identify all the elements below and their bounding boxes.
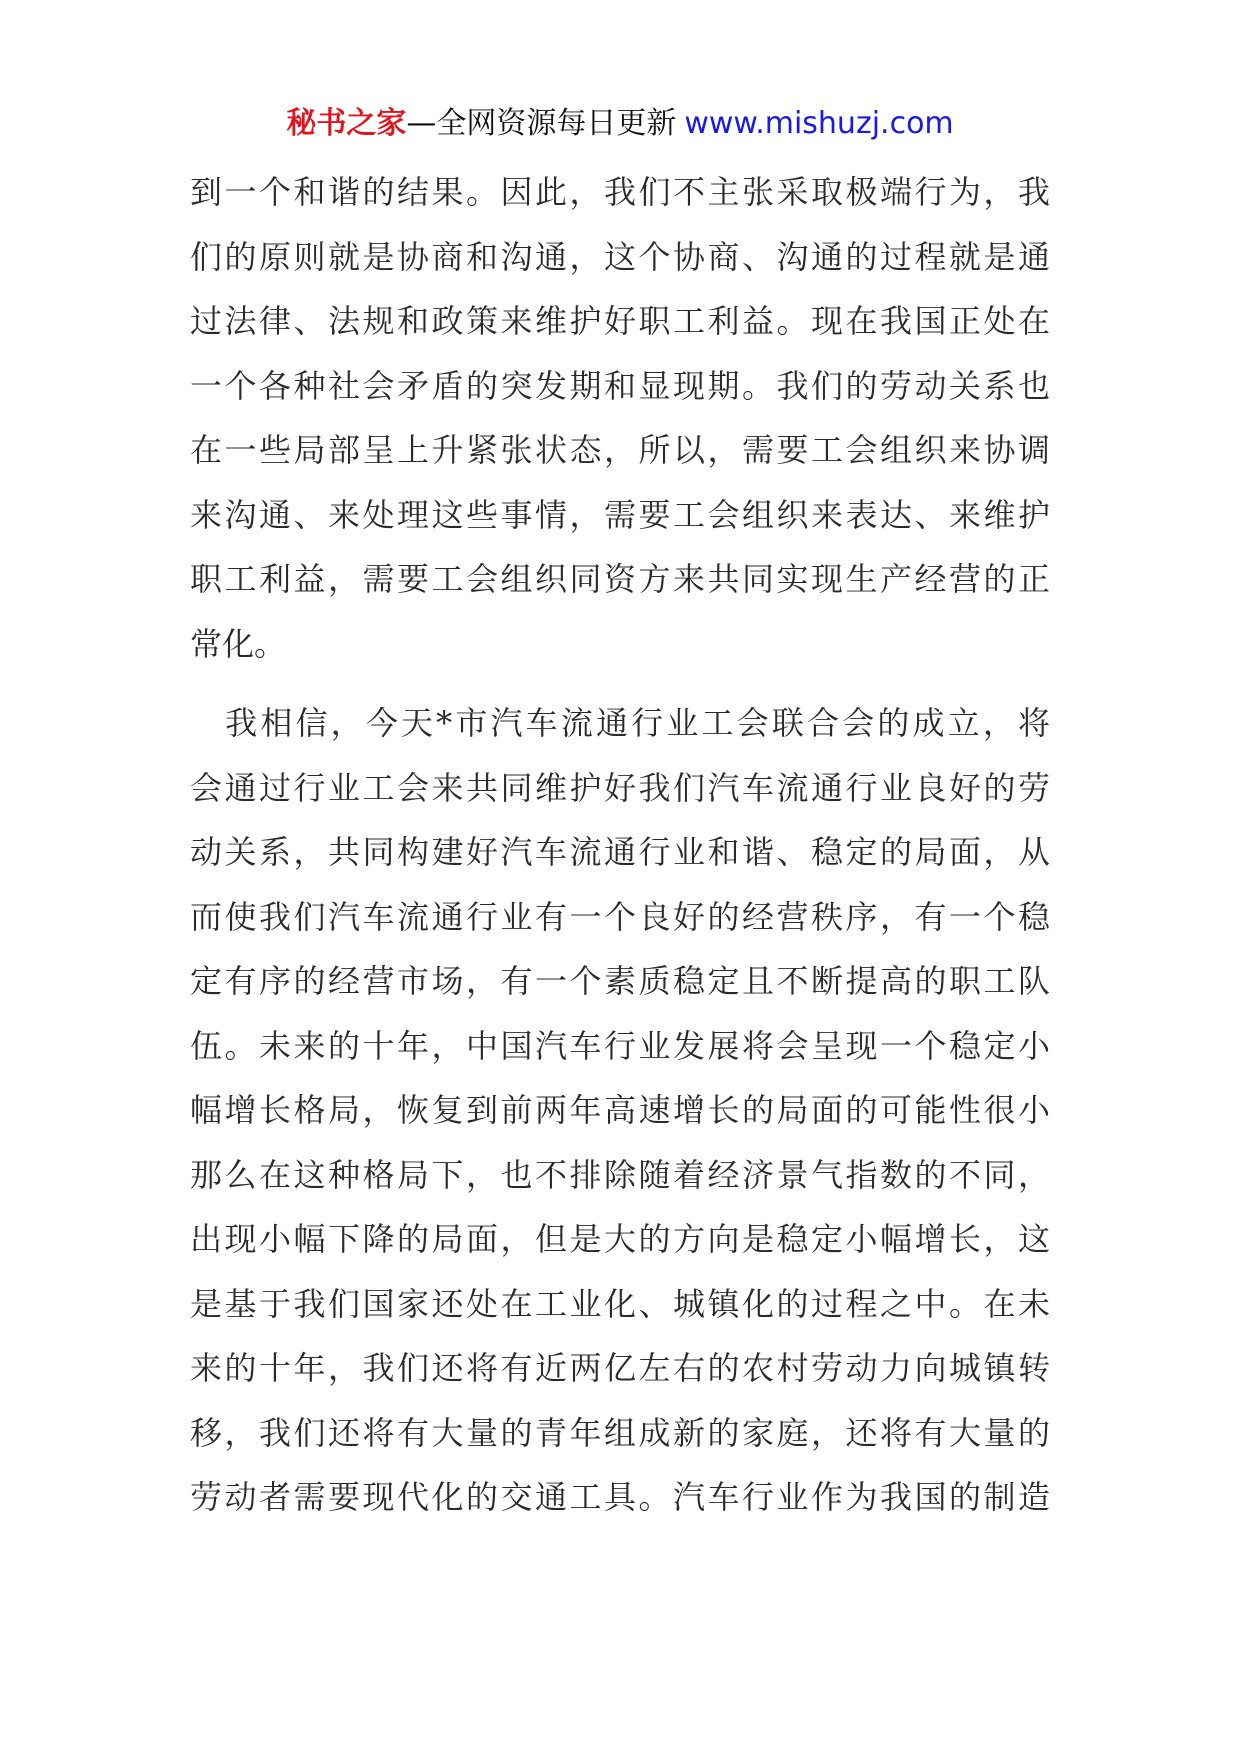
text-line: 是基于我们国家还处在工业化、城镇化的过程之中。在未 bbox=[190, 1284, 1050, 1323]
text-line: 那么在这种格局下，也不排除随着经济景气指数的不同， bbox=[190, 1155, 1050, 1194]
paragraph-1 bbox=[190, 160, 1050, 676]
text-line: 幅增长格局，恢复到前两年高速增长的局面的可能性很小 bbox=[190, 1091, 1050, 1129]
document-body bbox=[190, 160, 1050, 1530]
text-line: 常化。 bbox=[190, 624, 287, 663]
text-line: 出现小幅下降的局面，但是大的方向是稳定小幅增长，这 bbox=[190, 1220, 1050, 1258]
text-line: 移，我们还将有大量的青年组成新的家庭，还将有大量的 bbox=[190, 1413, 1050, 1452]
text-line: 而使我们汽车流通行业有一个良好的经营秩序，有一个稳 bbox=[190, 897, 1050, 936]
site-url-link[interactable]: www.mishuzj.com bbox=[684, 106, 954, 141]
text-line: 我相信，今天*市汽车流通行业工会联合会的成立，将 bbox=[190, 704, 1050, 742]
brand-name: 秘书之家 bbox=[286, 106, 407, 141]
text-line: 到一个和谐的结果。因此，我们不主张采取极端行为，我 bbox=[190, 173, 1050, 211]
text-line: 们的原则就是协商和沟通，这个协商、沟通的过程就是通 bbox=[190, 237, 1050, 276]
header-tagline: —全网资源每日更新 bbox=[406, 106, 677, 141]
text-line: 在一些局部呈上升紧张状态，所以，需要工会组织来协调 bbox=[190, 431, 1050, 469]
page-header bbox=[0, 104, 1240, 144]
text-line: 劳动者需要现代化的交通工具。汽车行业作为我国的制造 bbox=[190, 1478, 1050, 1516]
text-line: 过法律、法规和政策来维护好职工利益。现在我国正处在 bbox=[190, 302, 1050, 340]
text-line: 职工利益，需要工会组织同资方来共同实现生产经营的正 bbox=[190, 560, 1050, 598]
text-line: 定有序的经营市场，有一个素质稳定且不断提高的职工队 bbox=[190, 962, 1050, 1000]
paragraph-2 bbox=[190, 691, 1050, 1530]
text-line: 会通过行业工会来共同维护好我们汽车流通行业良好的劳 bbox=[190, 768, 1050, 807]
text-line: 来沟通、来处理这些事情，需要工会组织来表达、来维护 bbox=[190, 495, 1050, 534]
text-line: 伍。未来的十年，中国汽车行业发展将会呈现一个稳定小 bbox=[190, 1026, 1050, 1065]
text-line: 来的十年，我们还将有近两亿左右的农村劳动力向城镇转 bbox=[190, 1349, 1050, 1387]
text-line: 动关系，共同构建好汽车流通行业和谐、稳定的局面，从 bbox=[190, 833, 1050, 871]
text-line: 一个各种社会矛盾的突发期和显现期。我们的劳动关系也 bbox=[190, 366, 1050, 405]
